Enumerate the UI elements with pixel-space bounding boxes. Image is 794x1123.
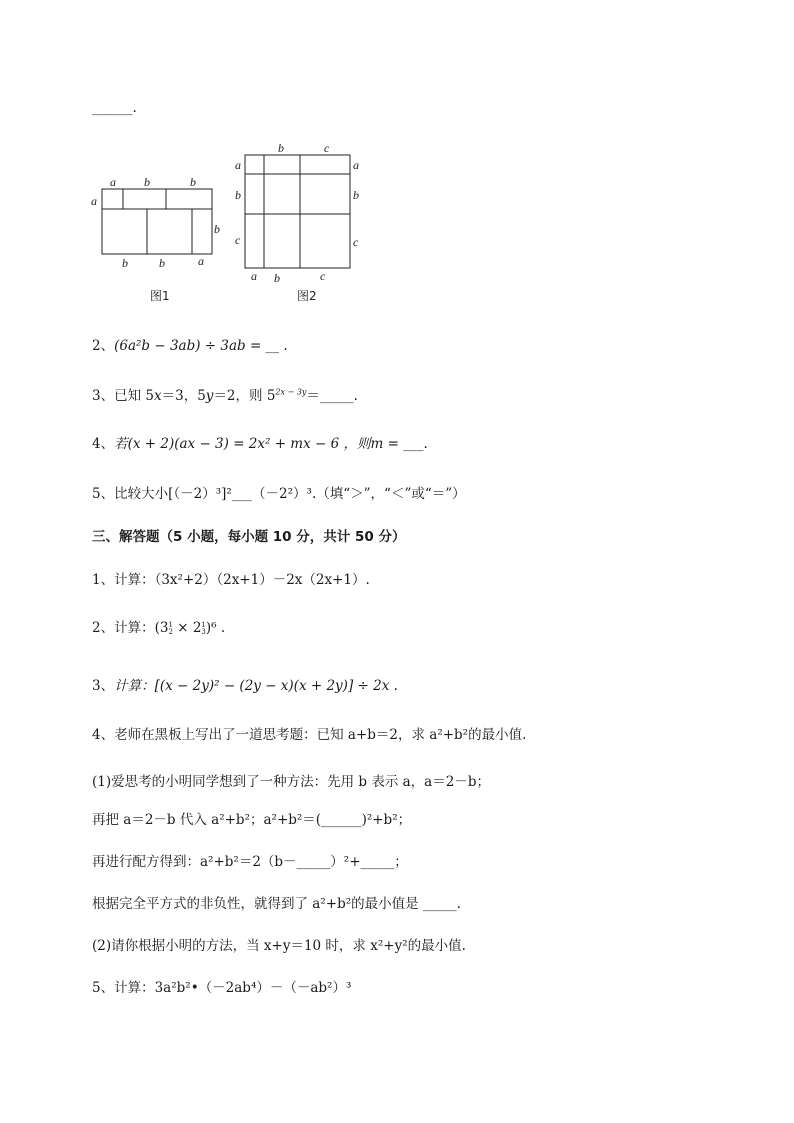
question-text: 计算：（3x²+2）（2x+1）－2x（2x+1）. (114, 572, 370, 588)
question-text: (6a²b − 3ab) ÷ 3ab = __ . (114, 338, 288, 354)
section-3-title: 三、解答题（5 小题，每小题 10 分，共计 50 分） (92, 529, 406, 545)
fig1-top-b2: b (190, 175, 196, 189)
fig1-bottom-b1: b (122, 256, 128, 270)
question-number: 2、 (92, 620, 115, 636)
question-number: 5、 (92, 980, 115, 996)
question-number: 2、 (92, 338, 115, 354)
question-text: 计算：[(x − 2y)² − (2y − x)(x + 2y)] ÷ 2x . (114, 678, 398, 694)
q2-label: 计算： (114, 620, 155, 636)
fig1-left-a: a (91, 194, 97, 208)
frac-den: 2 (168, 627, 173, 636)
frac-den: 3 (201, 627, 206, 636)
q2-base: (3 (154, 620, 169, 636)
answer-q4-part1: (1)爱思考的小明同学想到了一种方法：先用 b 表示 a，a＝2－b； (92, 774, 490, 790)
fig2-bottom-b: b (274, 271, 280, 285)
fig1-bottom-a: a (198, 254, 204, 268)
fig2-left-b: b (235, 188, 241, 202)
q3-var-x: x (153, 388, 162, 404)
q2-times: × 2 (172, 620, 202, 636)
answer-q2 (92, 616, 225, 636)
fill-q2 (92, 334, 288, 354)
figure-1 (90, 172, 230, 312)
fig2-caption: 图2 (297, 289, 317, 303)
fig1-right-b: b (214, 222, 220, 236)
answer-q4-step4: 根据完全平方式的非负性，就得到了 a²+b²的最小值是 _____. (92, 896, 461, 912)
q3-text-a: 已知 5 (114, 388, 154, 404)
answer-q4-step2: 再把 a＝2－b 代入 a²+b²；a²+b²＝(______)²+b²； (92, 812, 412, 828)
fig2-left-c: c (235, 233, 241, 247)
answer-q5 (92, 976, 351, 996)
q3-text-d: ＝_____. (306, 388, 358, 404)
fig2-bottom-c: c (320, 269, 326, 283)
fill-q5 (92, 482, 466, 502)
fig1-top-b1: b (144, 175, 150, 189)
question-text: 若(x + 2)(ax − 3) = 2x² + mx − 6 ，则m = ___. (114, 436, 428, 452)
q3-text-c: ＝2，则 5 (213, 388, 276, 404)
fill-q4 (92, 432, 428, 452)
fig1-bottom-b2: b (159, 256, 165, 270)
q2-tail: )⁶ . (205, 620, 226, 636)
question-number: 3、 (92, 678, 115, 694)
answer-q4-step3: 再进行配方得到：a²+b²＝2（b－_____）²+_____； (92, 854, 408, 870)
fig2-right-c: c (353, 235, 359, 249)
fill-q3 (92, 384, 358, 404)
top-blank: ______. (92, 100, 137, 116)
q3-var-y: y (205, 388, 214, 404)
answer-q4 (92, 723, 526, 743)
question-text: 老师在黑板上写出了一道思考题：已知 a+b＝2，求 a²+b²的最小值. (114, 727, 527, 743)
question-number: 4、 (92, 727, 115, 743)
fig2-left-a: a (235, 158, 241, 172)
question-number: 4、 (92, 436, 115, 452)
answer-q1 (92, 568, 370, 588)
fig1-top-a: a (110, 175, 116, 189)
figure-2 (232, 138, 372, 308)
frac-num: 1 (201, 620, 206, 629)
question-number: 1、 (92, 572, 115, 588)
question-number: 5、 (92, 486, 115, 502)
fig2-right-a: a (353, 158, 359, 172)
q3-text-b: ＝3，5 (161, 388, 206, 404)
fig2-right-b: b (353, 188, 359, 202)
frac-num: 1 (168, 620, 173, 629)
fig2-top-c: c (324, 141, 330, 155)
fig2-bottom-a: a (251, 269, 257, 283)
question-text: 比较大小[（－2）³]²___（－2²）³.（填“＞”，“＜”或“＝”） (114, 486, 466, 502)
q3-exponent: 2x − 3y (275, 387, 307, 397)
question-number: 3、 (92, 388, 115, 404)
answer-q3 (92, 674, 398, 694)
fig2-top-b: b (278, 141, 284, 155)
answer-q4-part2: (2)请你根据小明的方法，当 x+y＝10 时，求 x²+y²的最小值. (92, 938, 466, 954)
fig1-caption: 图1 (150, 289, 170, 303)
question-text: 计算：3a²b²•（－2ab⁴）－（－ab²）³ (114, 980, 352, 996)
